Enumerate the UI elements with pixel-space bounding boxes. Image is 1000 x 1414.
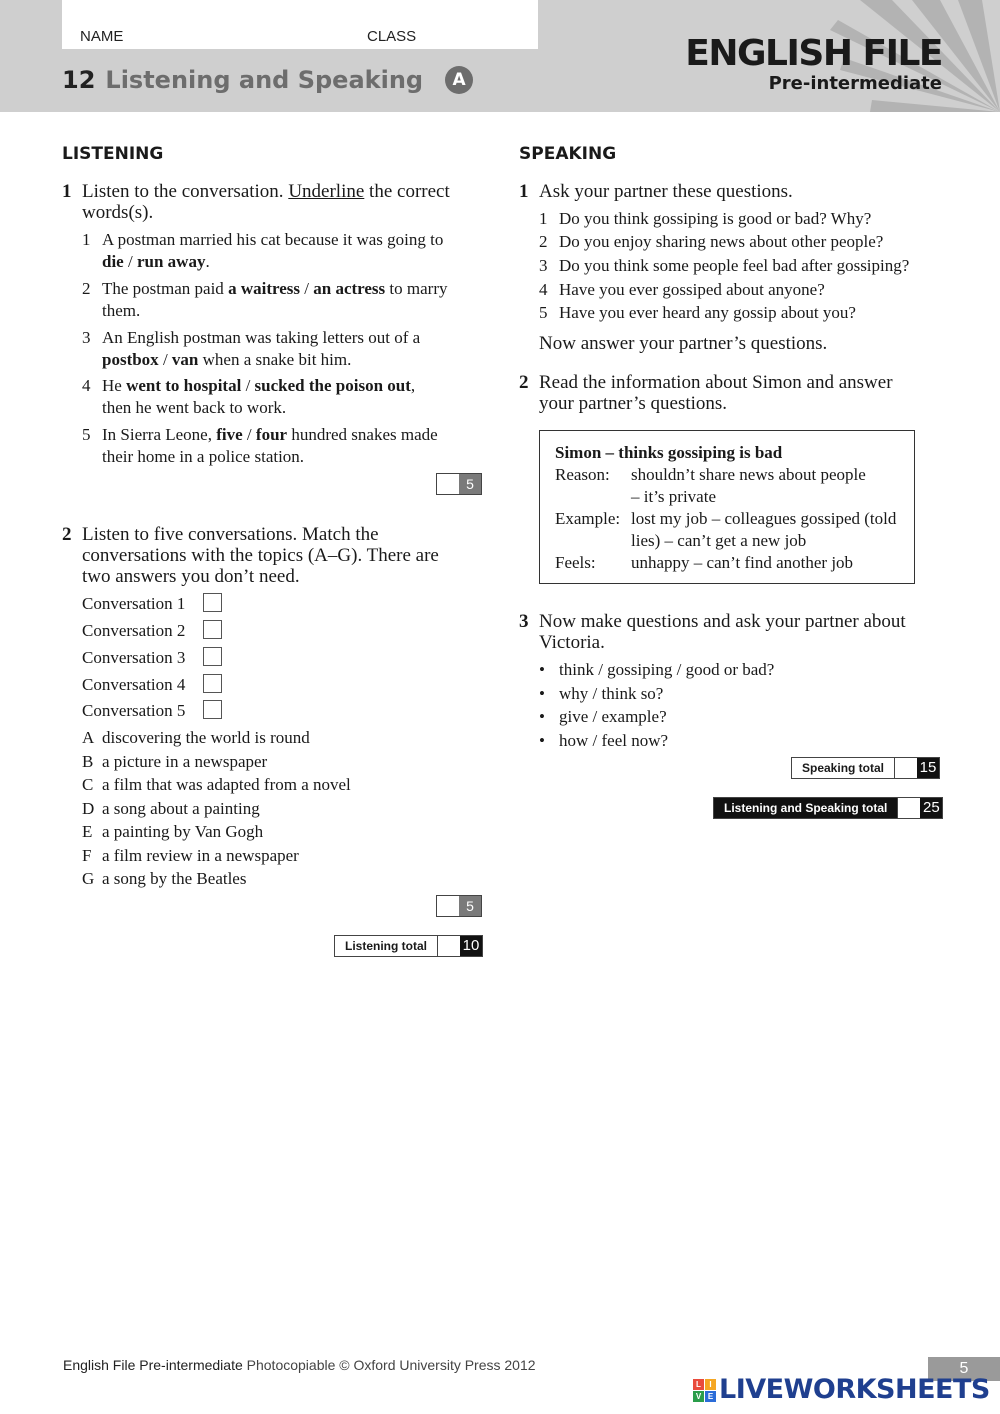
conversation-5-label: Conversation 5 [82,701,186,720]
simon-info-box [539,430,915,584]
listening-total-input[interactable] [438,936,460,956]
conversation-1-label: Conversation 1 [82,594,186,613]
logo-letter: L [693,1379,704,1390]
question-number: 1 [539,209,548,228]
item-text: their home in a police station. [102,447,305,466]
option-die[interactable]: die [102,252,124,271]
version-badge: A [445,66,473,94]
option-van[interactable]: van [171,350,199,369]
bullet-icon: • [539,684,545,703]
instruction-underline-word: Underline [288,181,365,202]
listening-q2-instruction-line3: two answers you don’t need. [82,566,300,587]
option-separator: / [123,252,137,271]
item-options [102,424,438,446]
footer-copyright: Photocopiable © Oxford University Press 2012 [246,1357,536,1373]
item-text: them. [102,301,141,320]
item-text: then he went back to work. [102,398,287,417]
listening-q1-instruction [82,181,450,202]
feels-text: unhappy – can’t find another job [631,553,854,572]
conversation-3-label: Conversation 3 [82,648,186,667]
speaking-q2-instruction-line2: your partner’s questions. [539,393,728,414]
topic-text: a painting by Van Gogh [102,822,264,841]
page-header [0,0,1000,112]
listening-q1-item-4 [82,375,482,419]
bullet-icon: • [539,707,545,726]
item-number: 1 [82,230,91,249]
reason-text-line2: – it’s private [631,487,716,506]
question-text: Do you enjoy sharing news about other people? [559,232,884,251]
logo-letter: I [705,1379,716,1390]
topic-text: a picture in a newspaper [102,752,268,771]
page-number: 5 [928,1357,1000,1381]
conversation-4-label: Conversation 4 [82,675,186,694]
speaking-q2-instruction-line1: Read the information about Simon and answer [539,372,893,393]
unit-number: 12 [62,66,96,94]
conversation-2-answer-box[interactable] [203,620,222,639]
logo-letter: V [693,1391,704,1402]
question-text: Do you think gossiping is good or bad? Why? [559,209,872,228]
listening-total-label: Listening total [335,936,438,956]
listening-q2-instruction-line2: conversations with the topics (A–G). There are [82,545,439,566]
item-number: 5 [82,425,91,444]
brand-title: ENGLISH FILE [685,33,942,74]
prompt-text: give / example? [559,707,667,726]
reason-label: Reason: [555,465,610,484]
speaking-total-max: 15 [917,758,939,778]
topic-letter: G [82,869,95,888]
score-max: 5 [459,474,481,494]
option-a-waitress[interactable]: a waitress [228,279,300,298]
listening-q1-item-1 [82,229,482,273]
speaking-total-box [791,757,940,779]
name-label: NAME [80,28,124,45]
conversation-2-label: Conversation 2 [82,621,186,640]
prompt-text: how / feel now? [559,731,669,750]
option-four[interactable]: four [255,425,288,444]
footer-credit [63,1357,536,1373]
speaking-q3-instruction-line1: Now make questions and ask your partner about [539,611,906,632]
topic-text: a song about a painting [102,799,260,818]
example-text-line1: lost my job – colleagues gossiped (told [631,509,897,528]
topic-letter: B [82,752,94,771]
listening-total-max: 10 [460,936,482,956]
speaking-heading: SPEAKING [519,144,617,164]
speaking-q1-instruction: Ask your partner these questions. [539,181,793,202]
brand-level: Pre-intermediate [768,73,942,94]
option-run-away[interactable]: run away [136,252,206,271]
instruction-text: the correct [369,181,450,202]
speaking-total-label: Speaking total [792,758,895,778]
item-number: 3 [82,328,91,347]
example-text-line2: lies) – can’t get a new job [631,531,807,550]
logo-wordmark: LIVEWORKSHEETS [719,1374,990,1405]
topic-text: a song by the Beatles [102,869,247,888]
listening-q2-instruction-line1: Listen to five conversations. Match the [82,524,379,545]
topic-letter: D [82,799,95,818]
bullet-icon: • [539,731,545,750]
topic-text: discovering the world is round [102,728,310,747]
item-options [102,278,448,300]
listening-q1-instruction-line2: words(s). [82,202,154,223]
question-text: Have you ever heard any gossip about you? [559,303,856,322]
topic-letter: F [82,846,92,865]
instruction-text: Listen to the conversation. [82,181,284,202]
question-number: 4 [539,280,548,299]
name-class-strip [62,0,538,49]
topic-letter: A [82,728,95,747]
option-an-actress[interactable]: an actress [313,279,386,298]
topic-letter: C [82,775,94,794]
item-options [102,375,415,397]
listening-q1-item-5 [82,424,482,468]
speaking-q1-number: 1 [519,181,529,202]
question-text: Do you think some people feel bad after gossiping? [559,256,910,275]
prompt-text: why / think so? [559,684,664,703]
conversation-1-answer-box[interactable] [203,593,222,612]
question-number: 3 [539,256,548,275]
item-text: An English postman was taking letters out of a [102,328,421,347]
topic-letter: E [82,822,93,841]
bullet-icon: • [539,660,545,679]
item-text: He [102,376,122,395]
conversation-5-answer-box[interactable] [203,700,222,719]
conversation-4-answer-box[interactable] [203,674,222,693]
logo-squares-icon [693,1379,716,1402]
topic-text: a film review in a newspaper [102,846,299,865]
option-separator: / [242,425,256,444]
feels-label: Feels: [555,553,596,572]
item-text: , [410,376,416,395]
option-sucked-the-poison-out[interactable]: sucked the poison out [254,376,411,395]
item-text: A postman married his cat because it was going to [102,230,444,249]
item-number: 2 [82,279,91,298]
reason-text-line1: shouldn’t share news about people [631,465,866,484]
liveworksheets-logo [693,1376,990,1404]
option-separator: / [241,376,255,395]
score-max: 5 [459,896,481,916]
worksheet-title [62,66,473,94]
option-postbox[interactable]: postbox [102,350,159,369]
unit-title: Listening and Speaking [105,66,424,94]
option-separator: / [158,350,172,369]
item-end: when a snake bit him. [202,350,352,369]
listening-total-box [334,935,483,957]
question-text: Have you ever gossiped about anyone? [559,280,825,299]
question-number: 2 [539,232,548,251]
prompt-text: think / gossiping / good or bad? [559,660,775,679]
item-options [102,251,210,273]
option-five[interactable]: five [216,425,243,444]
topic-text: a film that was adapted from a novel [102,775,351,794]
option-went-to-hospital[interactable]: went to hospital [126,376,242,395]
item-text: In Sierra Leone, [102,425,212,444]
speaking-total-input[interactable] [895,758,917,778]
brand-logo [685,34,942,94]
example-label: Example: [555,509,621,528]
item-text: The postman paid [102,279,224,298]
listening-q1-item-3 [82,327,482,371]
footer-book-title: English File Pre-intermediate [63,1357,243,1373]
item-text: hundred snakes made [291,425,438,444]
class-label: CLASS [367,28,417,45]
grand-total-box [713,797,943,819]
listening-q2-score-box [436,895,482,917]
grand-total-label: Listening and Speaking total [714,798,898,818]
grand-total-max: 25 [920,798,942,818]
speaking-q2-number: 2 [519,372,529,393]
option-separator: / [300,279,314,298]
listening-heading: LISTENING [62,144,164,164]
question-number: 5 [539,303,548,322]
item-end: . [205,252,210,271]
listening-q1-score-box [436,473,482,495]
conversation-3-answer-box[interactable] [203,647,222,666]
logo-letter: E [705,1391,716,1402]
item-number: 4 [82,376,91,395]
speaking-q3-instruction-line2: Victoria. [539,632,605,653]
item-text: to marry [389,279,448,298]
grand-total-input[interactable] [898,798,920,818]
listening-q1-number: 1 [62,181,72,202]
score-input[interactable] [437,474,459,494]
speaking-q3-number: 3 [519,611,529,632]
score-input[interactable] [437,896,459,916]
speaking-q1-follow-up: Now answer your partner’s questions. [539,333,828,354]
item-options [102,349,351,371]
listening-q2-number: 2 [62,524,72,545]
listening-q1-item-2 [82,278,482,322]
info-box-title: Simon – thinks gossiping is bad [555,443,783,462]
